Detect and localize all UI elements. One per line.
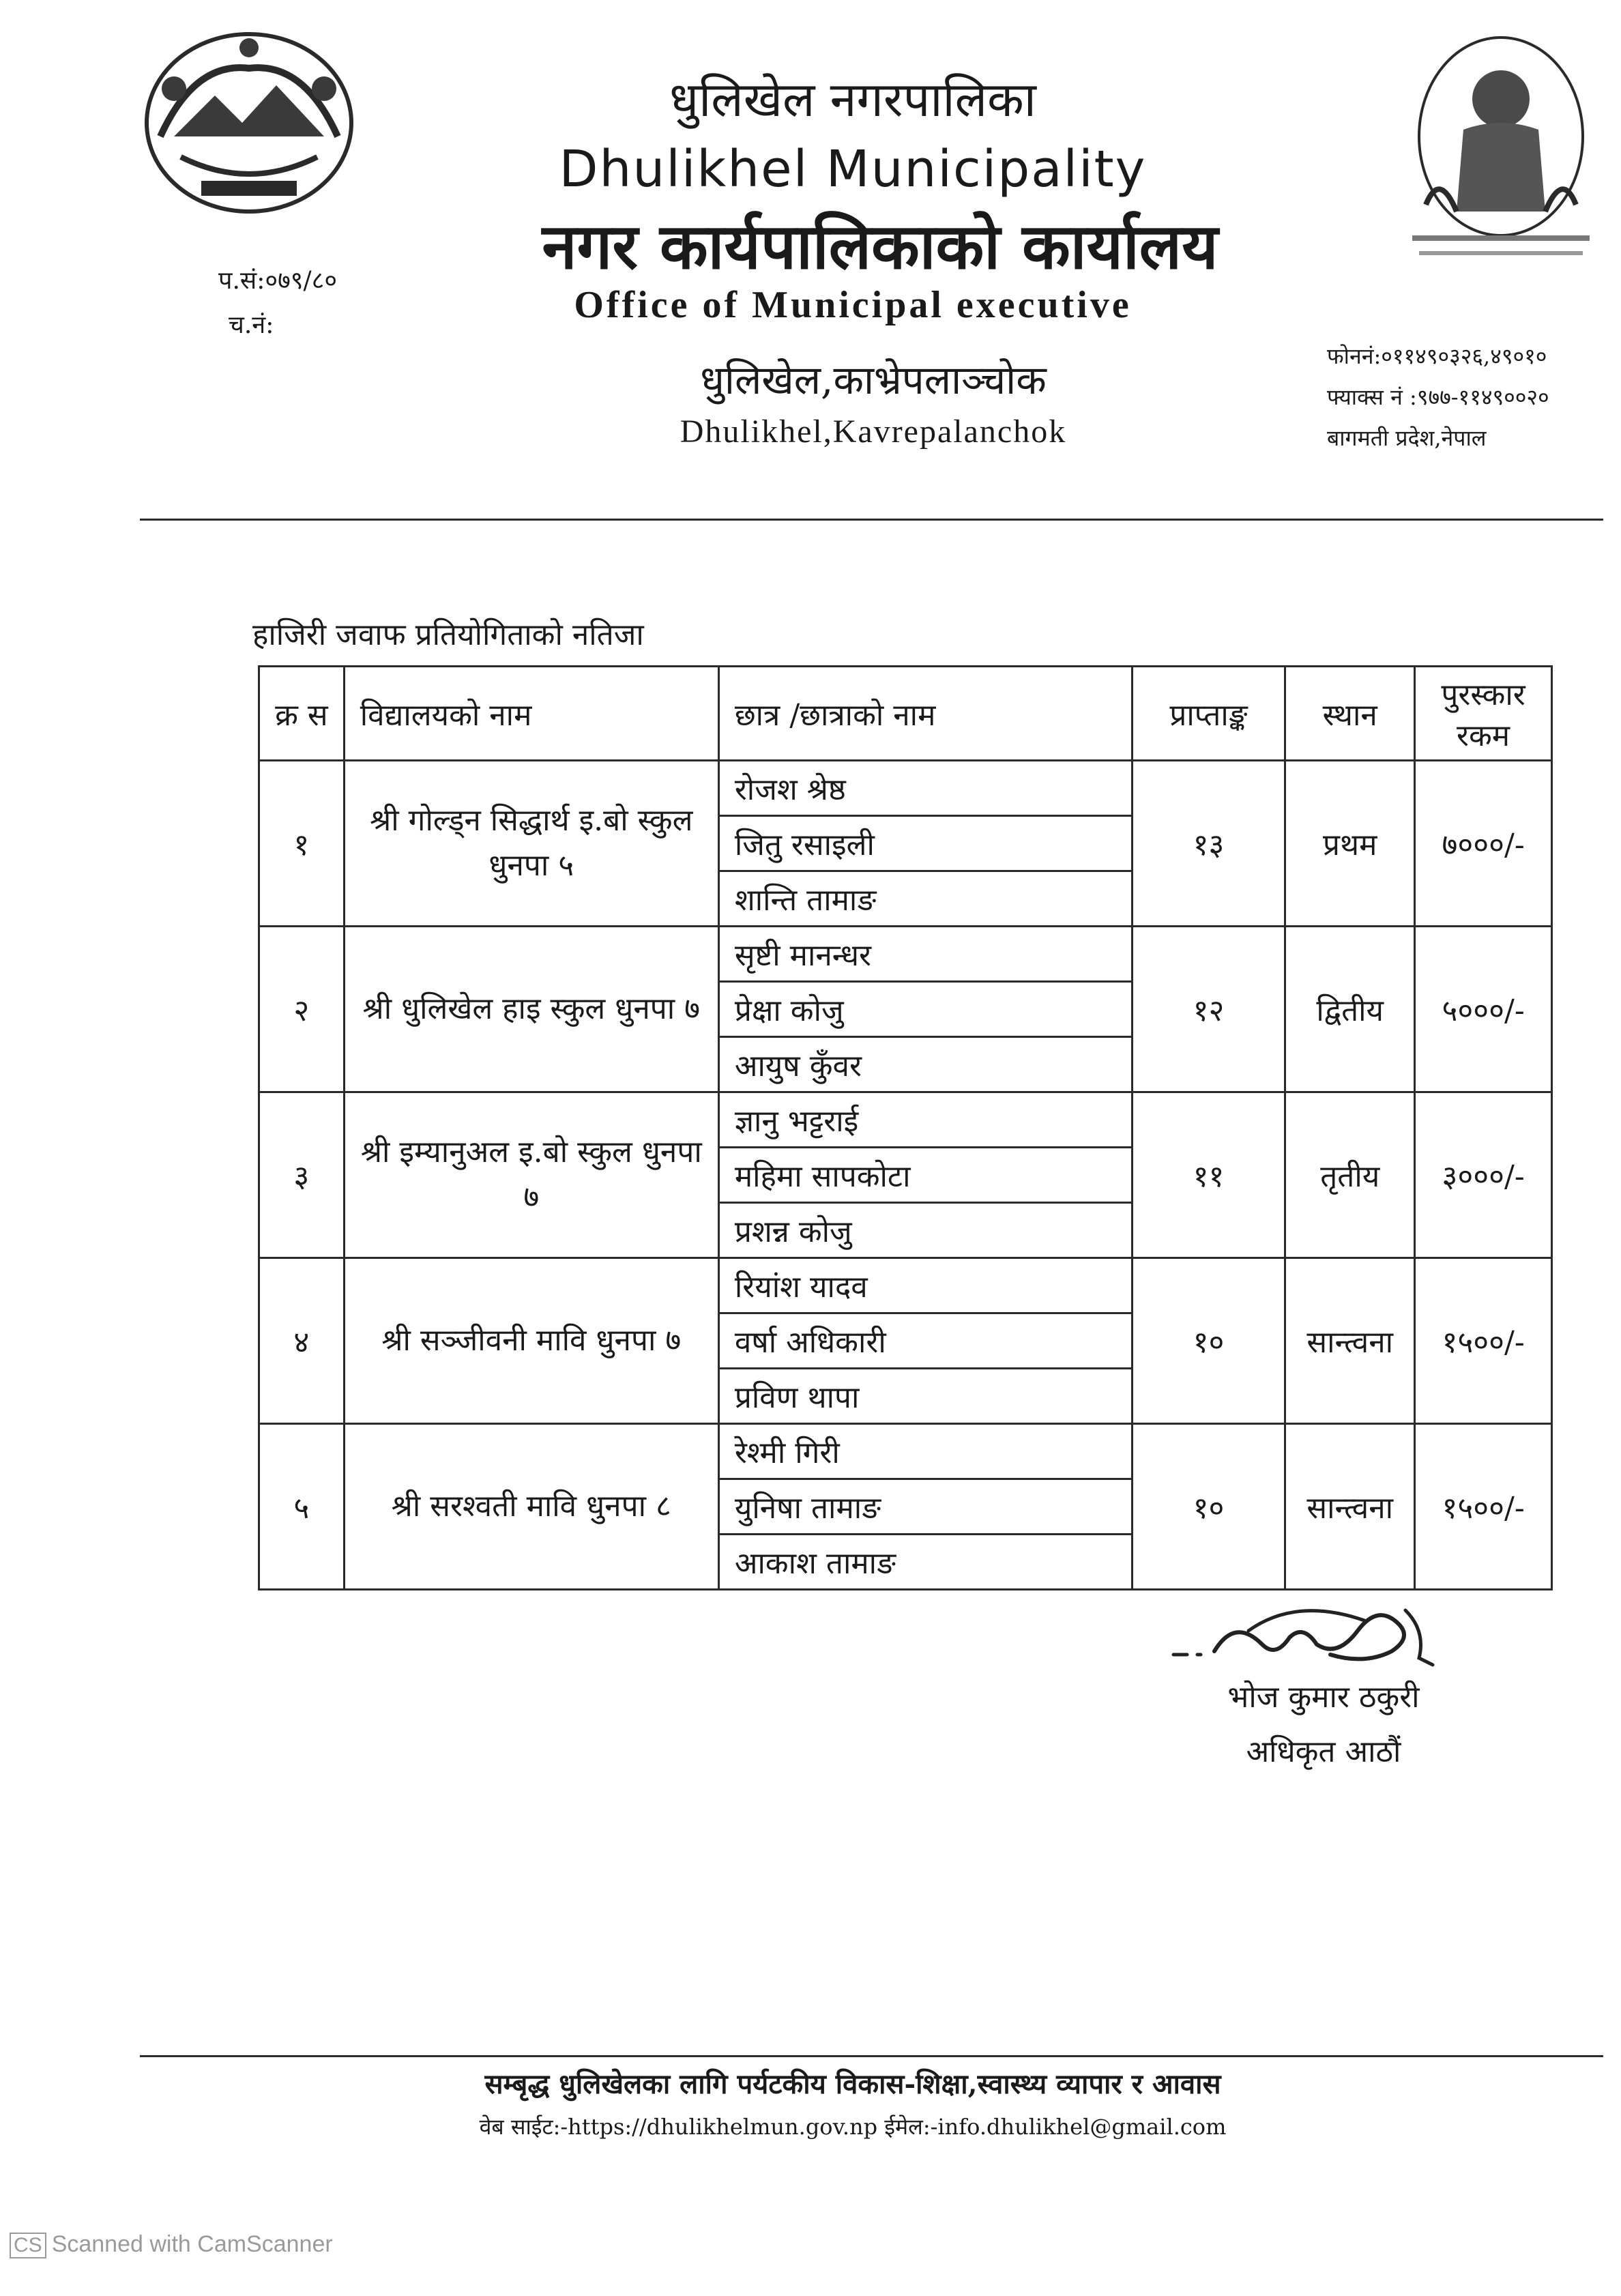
row-score: ११ bbox=[1132, 1092, 1285, 1258]
row-position: सान्त्वना bbox=[1285, 1258, 1415, 1424]
office-name-np: नगर कार्यपालिकाको कार्यालय bbox=[542, 209, 1218, 283]
student-name: जितु रसाइली bbox=[718, 816, 1132, 871]
nepal-emblem-icon bbox=[133, 20, 365, 225]
row-sn: ३ bbox=[259, 1092, 345, 1258]
row-prize: १५००/- bbox=[1415, 1258, 1552, 1424]
signatory-title: अधिकृत आठौं bbox=[1246, 1734, 1401, 1769]
row-position: द्वितीय bbox=[1285, 927, 1415, 1092]
header-prize bbox=[1415, 667, 1552, 761]
header-prize-line2: रकम bbox=[1457, 718, 1510, 753]
row-sn: ४ bbox=[259, 1258, 345, 1424]
row-school: श्री इम्यानुअल इ.बो स्कुल धुनपा ७ bbox=[344, 1092, 718, 1258]
student-name: रियांश यादव bbox=[718, 1258, 1132, 1313]
row-sn: १ bbox=[259, 761, 345, 927]
student-name: सृष्टी मानन्धर bbox=[718, 927, 1132, 982]
row-score: १२ bbox=[1132, 927, 1285, 1092]
municipality-seal-icon bbox=[1399, 34, 1603, 280]
student-name: प्रेक्षा कोजु bbox=[718, 982, 1132, 1037]
row-position: तृतीय bbox=[1285, 1092, 1415, 1258]
scanner-watermark bbox=[10, 2231, 333, 2258]
table-row bbox=[259, 761, 1552, 816]
student-name: ज्ञानु भट्टराई bbox=[718, 1092, 1132, 1148]
results-table bbox=[258, 665, 1553, 1590]
table-row bbox=[259, 1424, 1552, 1479]
fax-number: फ्याक्स नं :९७७-११४९००२० bbox=[1327, 384, 1549, 410]
row-prize: ७०००/- bbox=[1415, 761, 1552, 927]
student-name: रेश्मी गिरी bbox=[718, 1424, 1132, 1479]
phone-number: फोननं:०११४९०३२६,४९०१० bbox=[1327, 343, 1547, 369]
province-address: बागमती प्रदेश,नेपाल bbox=[1327, 425, 1487, 451]
row-sn: २ bbox=[259, 927, 345, 1092]
municipality-name-en: Dhulikhel Municipality bbox=[559, 140, 1147, 199]
student-name: प्रशन्न कोजु bbox=[718, 1203, 1132, 1258]
row-position: सान्त्वना bbox=[1285, 1424, 1415, 1590]
dispatch-number: च.नं: bbox=[229, 311, 274, 339]
table-header-row bbox=[259, 667, 1552, 761]
reference-number: प.सं:०७९/८० bbox=[218, 267, 338, 295]
footer-divider bbox=[140, 2055, 1603, 2057]
row-score: १३ bbox=[1132, 761, 1285, 927]
table-row bbox=[259, 927, 1552, 982]
header-students: छात्र /छात्राको नाम bbox=[718, 667, 1132, 761]
student-name: युनिषा तामाङ bbox=[718, 1479, 1132, 1535]
header-sn: क्र स bbox=[259, 667, 345, 761]
row-school: श्री धुलिखेल हाइ स्कुल धुनपा ७ bbox=[344, 927, 718, 1092]
row-school: श्री सञ्जीवनी मावि धुनपा ७ bbox=[344, 1258, 718, 1424]
header-school: विद्यालयको नाम bbox=[344, 667, 718, 761]
footer-contact: वेब साईट:-https://dhulikhelmun.gov.np ईमेल:-info.dhulikhel@gmail.com bbox=[479, 2114, 1227, 2140]
camscanner-icon: CS bbox=[10, 2233, 46, 2258]
office-name-en: Office of Municipal executive bbox=[574, 284, 1132, 326]
student-name: शान्ति तामाङ bbox=[718, 871, 1132, 927]
signatory-name: भोज कुमार ठकुरी bbox=[1227, 1680, 1420, 1715]
row-school: श्री सरश्वती मावि धुनपा ८ bbox=[344, 1424, 718, 1590]
row-prize: १५००/- bbox=[1415, 1424, 1552, 1590]
header-prize-line1: पुरस्कार bbox=[1441, 677, 1525, 712]
footer-slogan: सम्बृद्ध धुलिखेलका लागि पर्यटकीय विकास-शिक्षा,स्वास्थ्य व्यापार र आवास bbox=[484, 2068, 1221, 2100]
row-sn: ५ bbox=[259, 1424, 345, 1590]
student-name: आकाश तामाङ bbox=[718, 1535, 1132, 1590]
row-prize: ३०००/- bbox=[1415, 1092, 1552, 1258]
table-row bbox=[259, 1258, 1552, 1313]
location-np: धुलिखेल,काभ्रेपलाञ्चोक bbox=[700, 357, 1047, 403]
header-divider bbox=[140, 519, 1603, 521]
municipality-name-np: धुलिखेल नगरपालिका bbox=[669, 72, 1036, 128]
row-score: १० bbox=[1132, 1424, 1285, 1590]
scanner-text: Scanned with CamScanner bbox=[51, 2231, 333, 2257]
header-score: प्राप्ताङ्क bbox=[1132, 667, 1285, 761]
student-name: महिमा सापकोटा bbox=[718, 1148, 1132, 1203]
student-name: वर्षा अधिकारी bbox=[718, 1313, 1132, 1369]
student-name: प्रविण थापा bbox=[718, 1369, 1132, 1424]
location-en: Dhulikhel,Kavrepalanchok bbox=[680, 413, 1067, 450]
signature-graphic bbox=[1160, 1590, 1453, 1685]
row-score: १० bbox=[1132, 1258, 1285, 1424]
table-row bbox=[259, 1092, 1552, 1148]
row-position: प्रथम bbox=[1285, 761, 1415, 927]
row-prize: ५०००/- bbox=[1415, 927, 1552, 1092]
header-position: स्थान bbox=[1285, 667, 1415, 761]
student-name: आयुष कुँवर bbox=[718, 1037, 1132, 1092]
table-title: हाजिरी जवाफ प्रतियोगिताको नतिजा bbox=[252, 617, 644, 652]
row-school: श्री गोल्ड्न सिद्धार्थ इ.बो स्कुल धुनपा ५ bbox=[344, 761, 718, 927]
student-name: रोजश श्रेष्ठ bbox=[718, 761, 1132, 816]
